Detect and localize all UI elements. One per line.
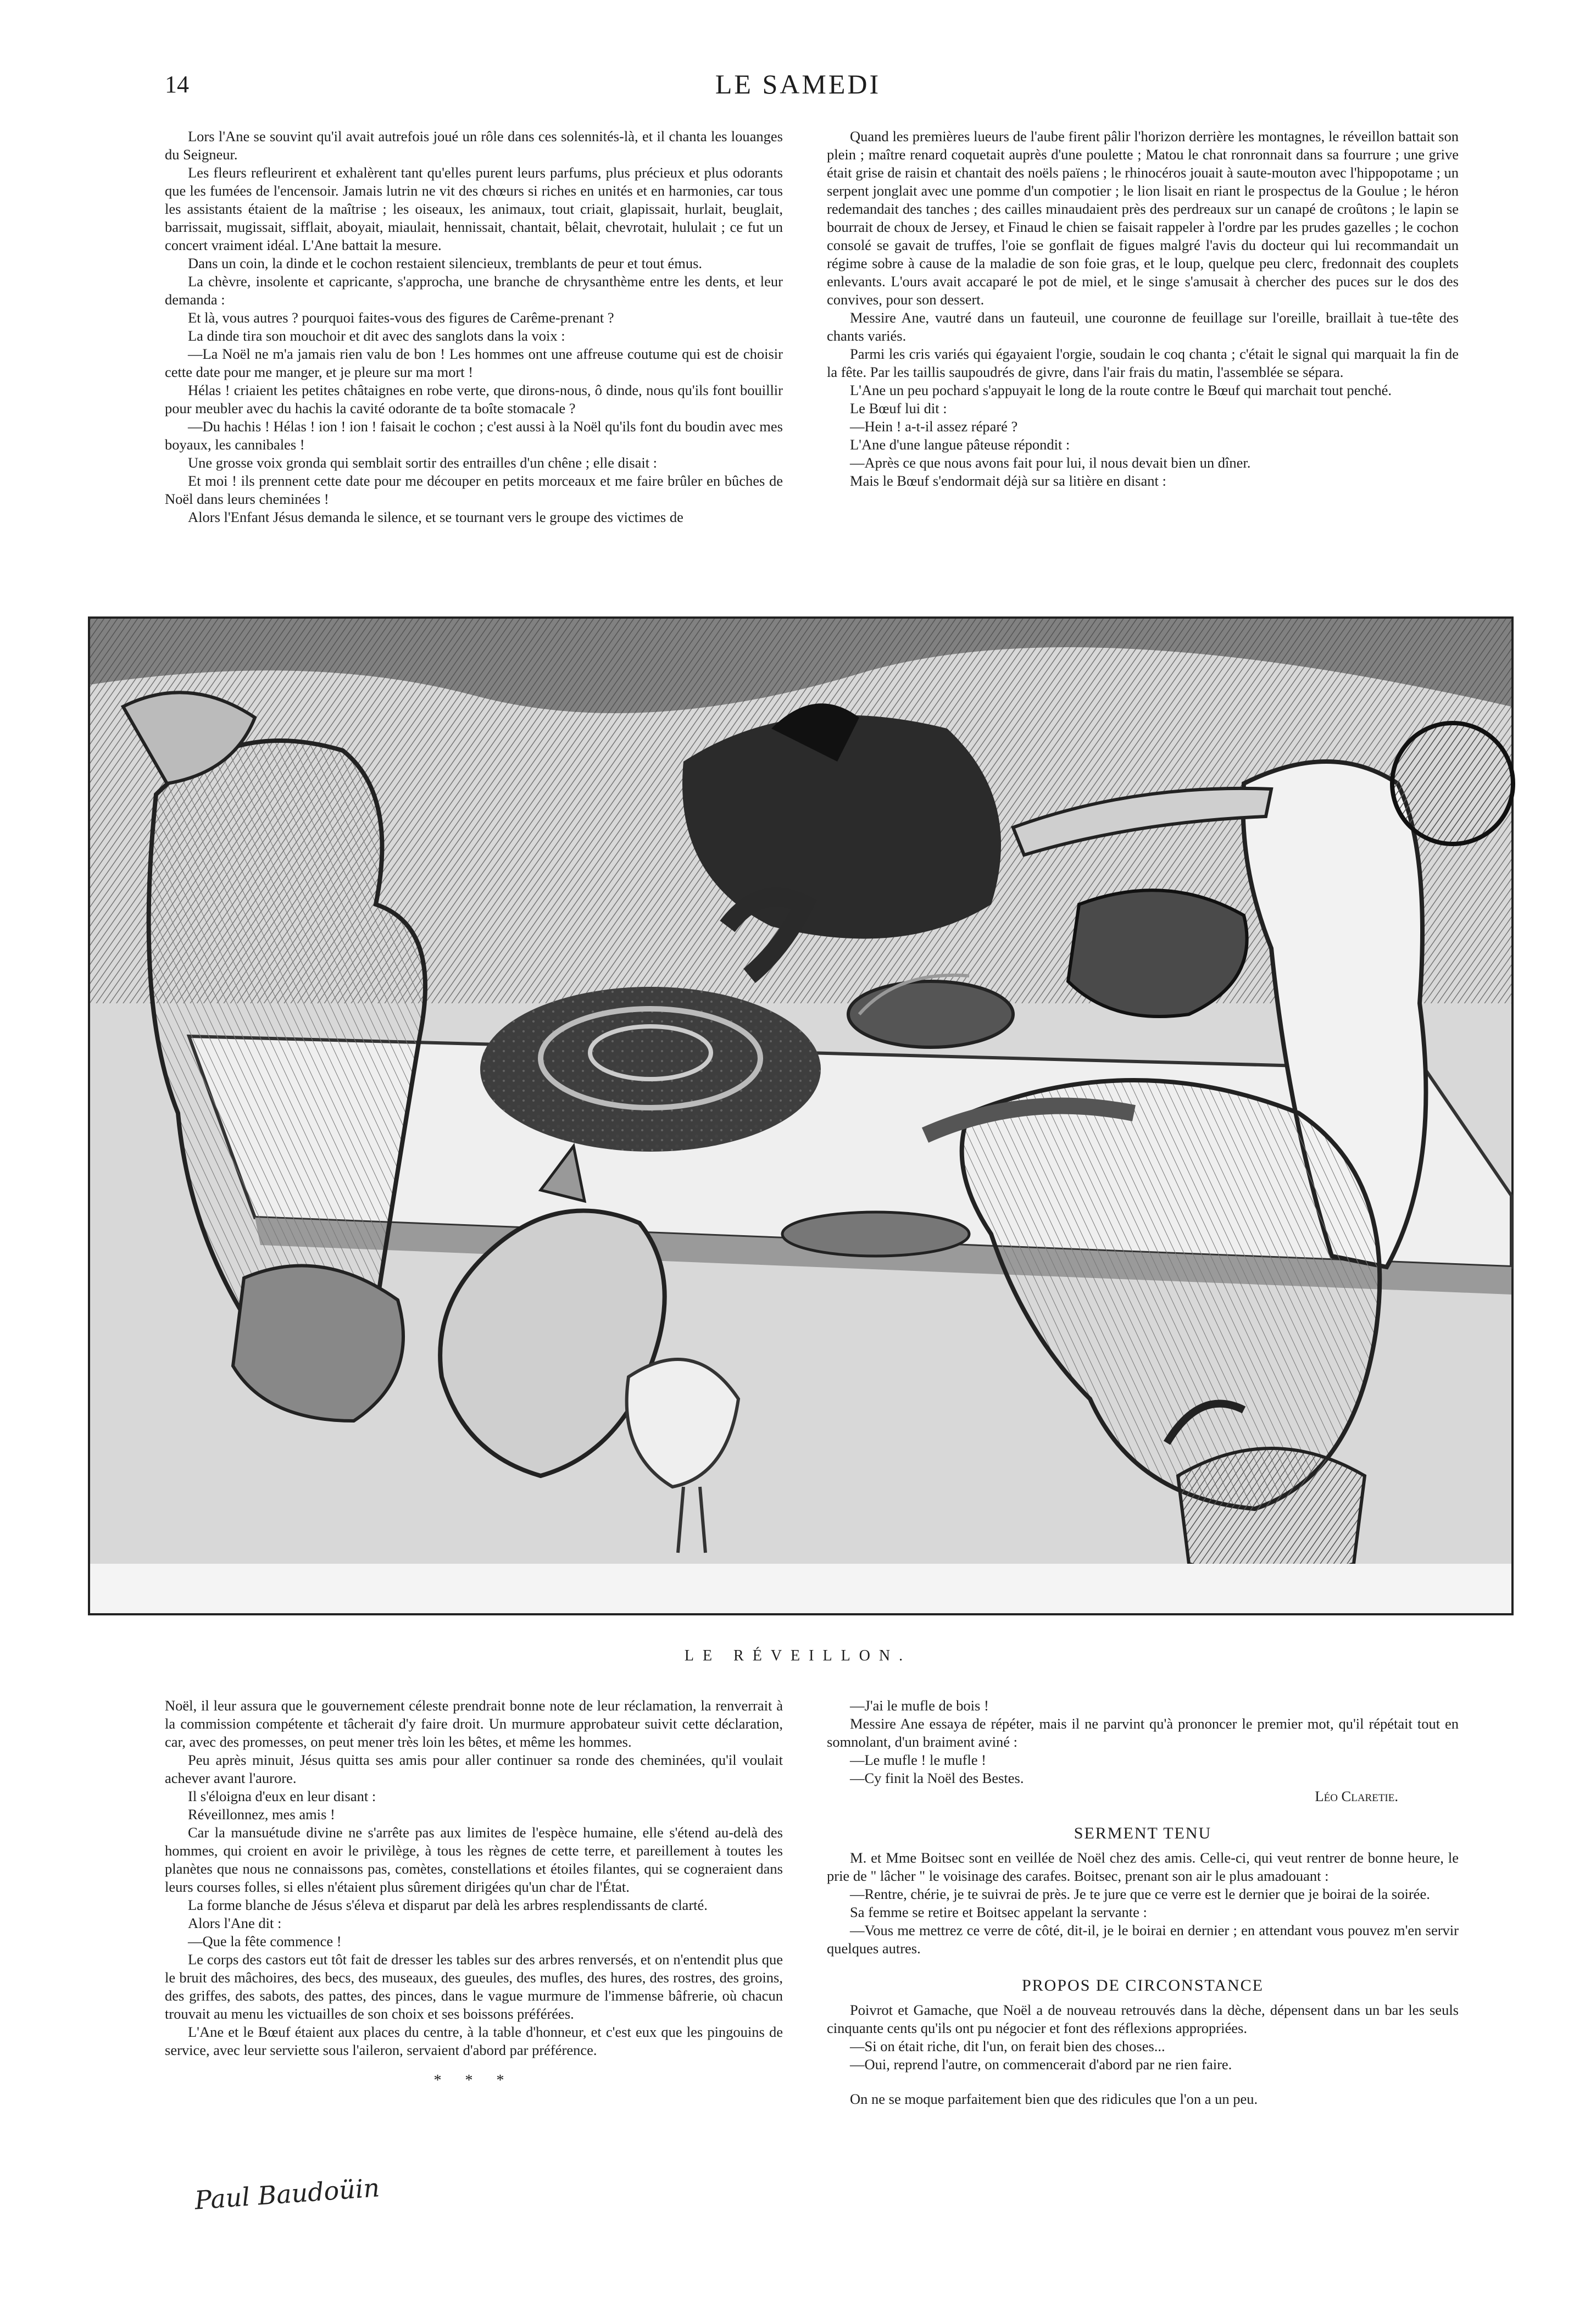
paragraph: —Du hachis ! Hélas ! ion ! ion ! faisait le cochon ; c'est aussi à la Noël qu'ils font du boudin avec mes boyaux, les cannibales ! bbox=[165, 418, 783, 453]
paragraph: Peu après minuit, Jésus quitta ses amis pour aller continuer sa ronde des cheminées, qu'il voulait achever avant l'aurore. bbox=[165, 1752, 783, 1786]
paragraph: La dinde tira son mouchoir et dit avec des sanglots dans la voix : bbox=[188, 327, 565, 344]
paragraph: Mais le Bœuf s'endormait déjà sur sa litière en disant : bbox=[850, 473, 1166, 489]
paragraph: —Rentre, chérie, je te suivrai de près. Je te jure que ce verre est le dernier que je boirai de la soirée. bbox=[850, 1886, 1430, 1902]
paragraph: Hélas ! criaient les petites châtaignes en robe verte, que dirons-nous, ô dinde, nous qu'ils font bouillir pour meubler avec du hachis la cavité odorante de ta boîte stomacale ? bbox=[165, 382, 783, 416]
paragraph: M. et Mme Boitsec sont en veillée de Noël chez des amis. Celle-ci, qui veut rentrer de bonne heure, le prie de " lâcher " le voisinage des carafes. Boitsec, prenant son air le plus amadouant : bbox=[827, 1849, 1459, 1884]
author-signature: Léo Claretie. bbox=[1315, 1788, 1398, 1804]
closing-line: On ne se moque parfaitement bien que des ridicules que l'on a un peu. bbox=[850, 2091, 1258, 2107]
paragraph: L'Ane d'une langue pâteuse répondit : bbox=[850, 436, 1070, 453]
illustration-caption: LE RÉVEILLON. bbox=[684, 1647, 912, 1664]
paragraph: Car la mansuétude divine ne s'arrête pas aux limites de l'espèce humaine, elle s'étend au-delà des hommes, qui croient en avoir le privilège, à tous les règnes de cette terre, et pareillement à toutes les planètes que nous ne connaissons pas, comètes, constellations et étoiles filantes, qui se cogneraient dans leurs courses folles, si elles n'étaient plus sûrement dirigées qu'un char de l'État. bbox=[165, 1824, 783, 1895]
paragraph: La chèvre, insolente et capricante, s'approcha, une branche de chrysanthème entre les dents, et leur demanda : bbox=[165, 273, 783, 308]
paragraph: Dans un coin, la dinde et le cochon restaient silencieux, tremblants de peur et tout émus. bbox=[188, 255, 703, 271]
paragraph: Il s'éloigna d'eux en leur disant : bbox=[188, 1788, 376, 1804]
paragraph: Parmi les cris variés qui égayaient l'orgie, soudain le coq chanta ; c'était le signal qui marquait la fin de la fête. Par les taillis saupoudrés de givre, dans l'air frais du matin, l'assemblée se sépara. bbox=[827, 346, 1459, 380]
paragraph: Réveillonnez, mes amis ! bbox=[188, 1806, 335, 1823]
bottom-left-column bbox=[165, 1697, 783, 2090]
paragraph: —Après ce que nous avons fait pour lui, il nous devait bien un dîner. bbox=[850, 454, 1251, 471]
paragraph: —Si on était riche, dit l'un, on ferait bien des choses... bbox=[850, 2038, 1165, 2054]
paragraph: —J'ai le mufle de bois ! bbox=[850, 1697, 989, 1714]
section-separator: * * * bbox=[433, 2072, 514, 2089]
paragraph: Messire Ane essaya de répéter, mais il ne parvint qu'à prononcer le premier mot, qu'il répétait tout en somnolant, d'un braiment aviné : bbox=[827, 1715, 1459, 1750]
artist-signature: Paul Baudoüin bbox=[193, 2173, 381, 2215]
paragraph: L'Ane et le Bœuf étaient aux places du centre, à la table d'honneur, et c'est eux que les pingouins de service, avec leur serviette sous l'aileron, servaient d'abord par préférence. bbox=[165, 2024, 783, 2058]
paragraph: —Vous me mettrez ce verre de côté, dit-il, je le boirai en dernier ; en attendant vous pouvez m'en servir quelques autres. bbox=[827, 1922, 1459, 1957]
illustration-engraving bbox=[90, 619, 1511, 1613]
paragraph: Alors l'Enfant Jésus demanda le silence, et se tournant vers le groupe des victimes de bbox=[188, 509, 683, 525]
paragraph: Et là, vous autres ? pourquoi faites-vous des figures de Carême-prenant ? bbox=[188, 309, 614, 326]
paragraph: Poivrot et Gamache, que Noël a de nouveau retrouvés dans la dèche, dépensent dans un bar les seuls cinquante cents qu'ils ont pu négocier et font des réflexions appropriées. bbox=[827, 2002, 1459, 2036]
paragraph: Sa femme se retire et Boitsec appelant la servante : bbox=[850, 1904, 1147, 1920]
paragraph: —La Noël ne m'a jamais rien valu de bon ! Les hommes ont une affreuse coutume qui est de choisir cette date pour me manger, et je pleure sur ma mort ! bbox=[165, 346, 783, 380]
paragraph: Lors l'Ane se souvint qu'il avait autrefois joué un rôle dans ces solennités-là, et il chanta les louanges du Seigneur. bbox=[165, 128, 783, 163]
paragraph: Le Bœuf lui dit : bbox=[850, 400, 947, 416]
paragraph: Quand les premières lueurs de l'aube firent pâlir l'horizon derrière les montagnes, le réveillon battait son plein ; maître renard coquetait auprès d'une poulette ; Matou le chat ronronnait dans sa fourrure ; une grive était grise de raisin et chantait des noëls païens ; le rhinocéros jouait à saute-mouton avec l'hippopotame ; un serpent jonglait avec une pomme d'un compotier ; le lion lisait en riant le prospectus de la Goulue ; le héron redemandait des tanches ; des cailles minaudaient près des perdreaux sur un canapé de croûtons ; le lapin se bourrait de choux de Jersey, et Finaud le chien se faisait rappeler à l'ordre par les prudes gazelles ; le cochon consolé se gavait de truffes, l'oie se gonflait de figues malgré l'avis du docteur qui lui recommandait un régime sobre à cause de la maladie de son foie gras, et le loup, quelque peu clerc, fredonnait des couplets enlevants. L'ours avait accaparé le pot de miel, et le singe s'amusait à chercher des puces sur le dos des convives, pour son dessert. bbox=[827, 128, 1459, 308]
section-title-serment: SERMENT TENU bbox=[1074, 1824, 1212, 1842]
page-number: 14 bbox=[165, 71, 189, 98]
paragraph: —Le mufle ! le mufle ! bbox=[850, 1752, 986, 1768]
paragraph: Le corps des castors eut tôt fait de dresser les tables sur des arbres renversés, et on n'entendit plus que le bruit des mâchoires, des becs, des museaux, des gueules, des mufles, des hures, des rostres, des groins, des griffes, des sabots, des pattes, des pinces, dans le vague murmure de l'immense bâfrerie, où chacun trouvait au menu les victuailles de son choix et ses boissons préférées. bbox=[165, 1951, 783, 2022]
paragraph: Les fleurs refleurirent et exhalèrent tant qu'elles purent leurs parfums, plus précieux et plus odorants que les fumées de l'encensoir. Jamais lutrin ne vit des chœurs si riches en unités et en harmonies, car tous les assistants étaient de la maîtrise ; les oiseaux, les animaux, tout criait, glapissait, hurlait, beuglait, barrissait, mugissait, sifflait, aboyait, miaulait, hennissait, chantait, bêlait, chevrotait, hululait ; ce fut un concert vraiment idéal. L'Ane battait la mesure. bbox=[165, 164, 783, 253]
paragraph: Messire Ane, vautré dans un fauteuil, une couronne de feuillage sur l'oreille, braillait à tue-tête des chants variés. bbox=[827, 309, 1459, 344]
paragraph: —Cy finit la Noël des Bestes. bbox=[850, 1770, 1024, 1786]
paragraph: La forme blanche de Jésus s'éleva et disparut par delà les arbres resplendissants de clarté. bbox=[188, 1897, 708, 1913]
paragraph: L'Ane un peu pochard s'appuyait le long de la route contre le Bœuf qui marchait tout penché. bbox=[850, 382, 1392, 398]
paragraph: —Oui, reprend l'autre, on commencerait d'abord par ne rien faire. bbox=[850, 2056, 1232, 2073]
bottom-right-column bbox=[827, 1697, 1459, 2108]
paragraph: —Hein ! a-t-il assez réparé ? bbox=[850, 418, 1018, 435]
top-left-column bbox=[165, 127, 783, 526]
paragraph: Noël, il leur assura que le gouvernement céleste prendrait bonne note de leur réclamation, la renverrait à la commission compétente et tâcherait d'y faire droit. Un murmure approbateur suivit cette déclaration, car, avec des promesses, on peut mener très loin les bêtes, et même les hommes. bbox=[165, 1697, 783, 1750]
paragraph: Et moi ! ils prennent cette date pour me découper en petits morceaux et me faire brûler en bûches de Noël dans leurs cheminées ! bbox=[165, 473, 783, 507]
section-title-propos: PROPOS DE CIRCONSTANCE bbox=[1021, 1976, 1264, 1995]
paragraph: Une grosse voix gronda qui semblait sortir des entrailles d'un chêne ; elle disait : bbox=[188, 454, 658, 471]
masthead-title: LE SAMEDI bbox=[715, 69, 881, 99]
paragraph: —Que la fête commence ! bbox=[188, 1933, 342, 1949]
paragraph: Alors l'Ane dit : bbox=[188, 1915, 282, 1931]
top-right-column bbox=[827, 127, 1459, 490]
